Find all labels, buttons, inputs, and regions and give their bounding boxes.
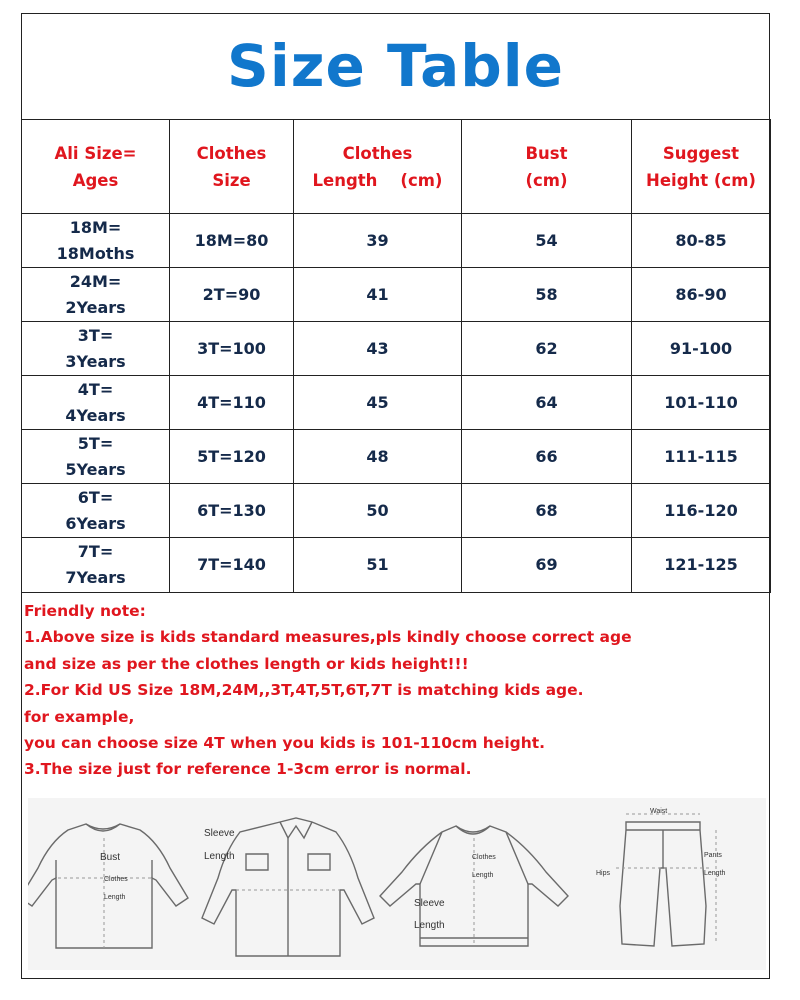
note-heading: Friendly note: [24,602,146,620]
cell-age: 5T= 5Years [22,430,170,484]
sleeve-length-label: Sleeve [414,898,445,909]
table-row [22,430,771,484]
cell-size: 5T=120 [170,430,294,484]
cell-age: 24M= 2Years [22,268,170,322]
clothes-length-label: Clothes [104,876,128,883]
measurement-illustrations [28,798,766,970]
cell-age: 4T= 4Years [22,376,170,430]
cell-bust: 69 [462,538,632,593]
cell-length: 48 [294,430,462,484]
cell-size: 3T=100 [170,322,294,376]
pants-drawing [620,822,706,946]
cell-height: 111-115 [632,430,771,484]
cell-height: 101-110 [632,376,771,430]
cell-height: 121-125 [632,538,771,593]
bust-label: Bust [100,852,121,863]
cell-age: 18M= 18Moths [22,214,170,268]
cell-height: 91-100 [632,322,771,376]
table-row [22,376,771,430]
table-row [22,538,771,593]
note-line: you can choose size 4T when you kids is 101-110cm height. [24,734,546,753]
header-clothes-length: Clothes Length (cm) [294,120,462,214]
friendly-notes [24,598,764,783]
note-line: 3.The size just for reference 1-3cm error is normal. [24,760,472,779]
cell-length: 43 [294,322,462,376]
header-clothes-size: Clothes Size [170,120,294,214]
note-line: for example, [24,707,135,726]
table-row [22,484,771,538]
cell-length: 51 [294,538,462,593]
cell-length: 41 [294,268,462,322]
clothes-length-label: Length [472,872,494,879]
cell-size: 7T=140 [170,538,294,593]
page-title: Size Table [227,32,564,100]
note-line: 1.Above size is kids standard measures,pls kindly choose correct age [24,628,632,647]
cell-bust: 64 [462,376,632,430]
cell-bust: 58 [462,268,632,322]
cell-size: 4T=110 [170,376,294,430]
header-ali-size: Ali Size= Ages [22,120,170,214]
cell-age: 3T= 3Years [22,322,170,376]
cell-height: 80-85 [632,214,771,268]
header-bust: Bust (cm) [462,120,632,214]
cell-size: 2T=90 [170,268,294,322]
size-table [21,119,771,593]
cell-length: 45 [294,376,462,430]
hips-label: Hips [596,870,611,877]
cell-bust: 54 [462,214,632,268]
pants-length-label: Length [704,870,726,877]
cell-height: 86-90 [632,268,771,322]
note-line: and size as per the clothes length or kids height!!! [24,654,469,673]
page-title-box [21,13,770,120]
table-header-row [22,120,771,214]
cell-size: 18M=80 [170,214,294,268]
clothes-length-label: Clothes [472,854,496,861]
header-suggest-height: Suggest Height (cm) [632,120,771,214]
cell-length: 50 [294,484,462,538]
cell-bust: 68 [462,484,632,538]
sleeve-length-label: Sleeve [204,828,235,839]
cell-length: 39 [294,214,462,268]
cell-size: 6T=130 [170,484,294,538]
sleeve-length-label: Length [414,920,445,931]
waist-label: Waist [650,808,668,815]
measurement-diagram [28,798,766,970]
note-line: 2.For Kid US Size 18M,24M,,3T,4T,5T,6T,7T is matching kids age. [24,681,584,700]
tee-shirt-drawing [28,824,188,948]
cell-age: 7T= 7Years [22,538,170,593]
clothes-length-label: Length [104,894,126,901]
cell-height: 116-120 [632,484,771,538]
table-row [22,214,771,268]
pants-length-label: Pants [704,852,722,859]
cell-bust: 66 [462,430,632,484]
table-row [22,322,771,376]
cell-age: 6T= 6Years [22,484,170,538]
cell-bust: 62 [462,322,632,376]
sleeve-length-label: Length [204,851,235,862]
table-row [22,268,771,322]
